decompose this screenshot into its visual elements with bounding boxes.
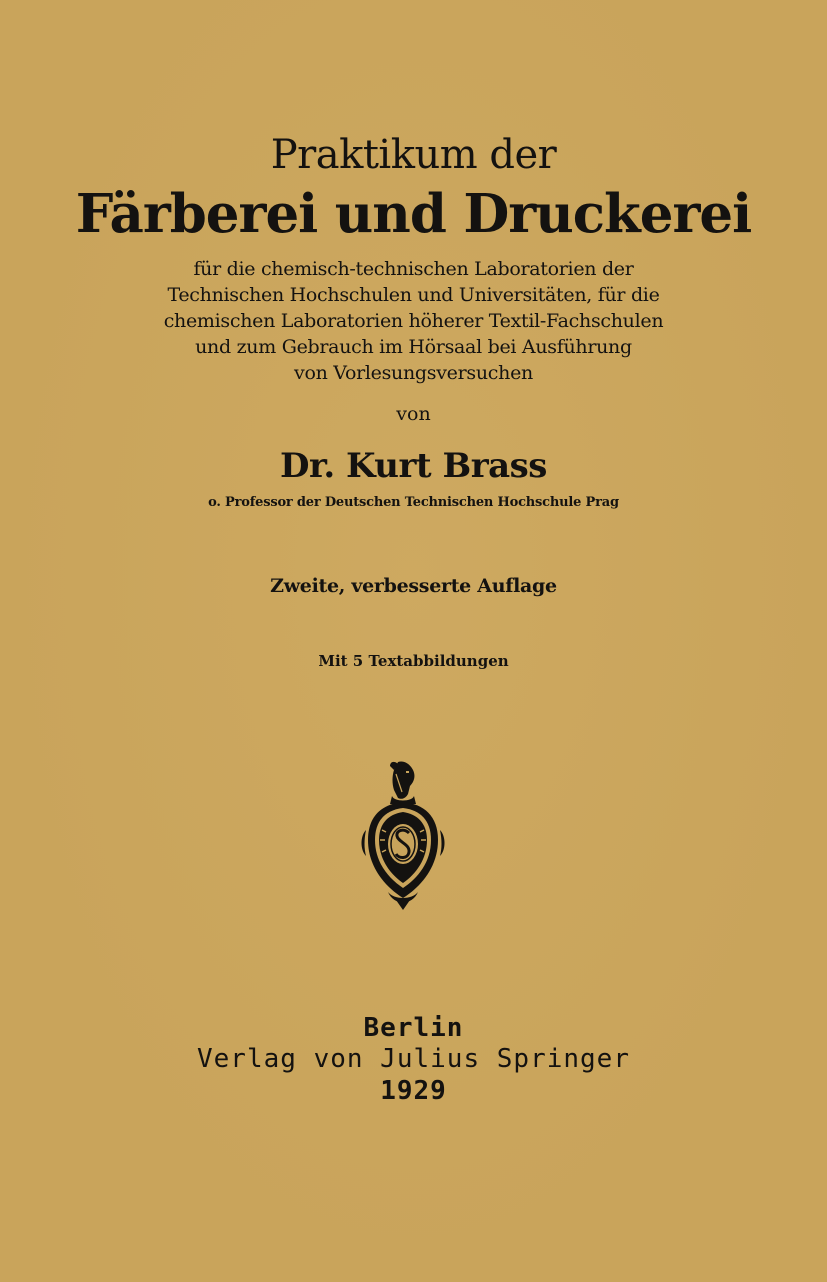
springer-horse-head-emblem-icon [358,760,448,910]
subtitle-block [0,256,827,386]
author-name: Dr. Kurt Brass [280,446,547,486]
imprint-year: 1929 [380,1076,447,1106]
subtitle-line: und zum Gebrauch im Hörsaal bei Ausführung [195,336,632,358]
illustrations-note: Mit 5 Textabbildungen [318,652,509,670]
imprint-publisher: Verlag von Julius Springer [197,1044,630,1074]
subtitle-line: für die chemisch-technischen Laboratorien der [193,258,634,280]
author-affiliation: o. Professor der Deutschen Technischen Hochschule Prag [208,495,619,510]
subtitle-line: chemischen Laboratorien höherer Textil-Fachschulen [163,310,664,332]
title-line-2: Färberei und Druckerei [75,183,752,245]
edition-statement: Zweite, verbesserte Auflage [270,575,557,597]
subtitle-line: Technischen Hochschulen und Universitäten, für die [167,284,660,306]
by-word: von [396,403,431,425]
subtitle-line: von Vorlesungsversuchen [294,362,533,384]
imprint-city: Berlin [363,1013,464,1043]
title-line-1: Praktikum der [270,132,557,178]
